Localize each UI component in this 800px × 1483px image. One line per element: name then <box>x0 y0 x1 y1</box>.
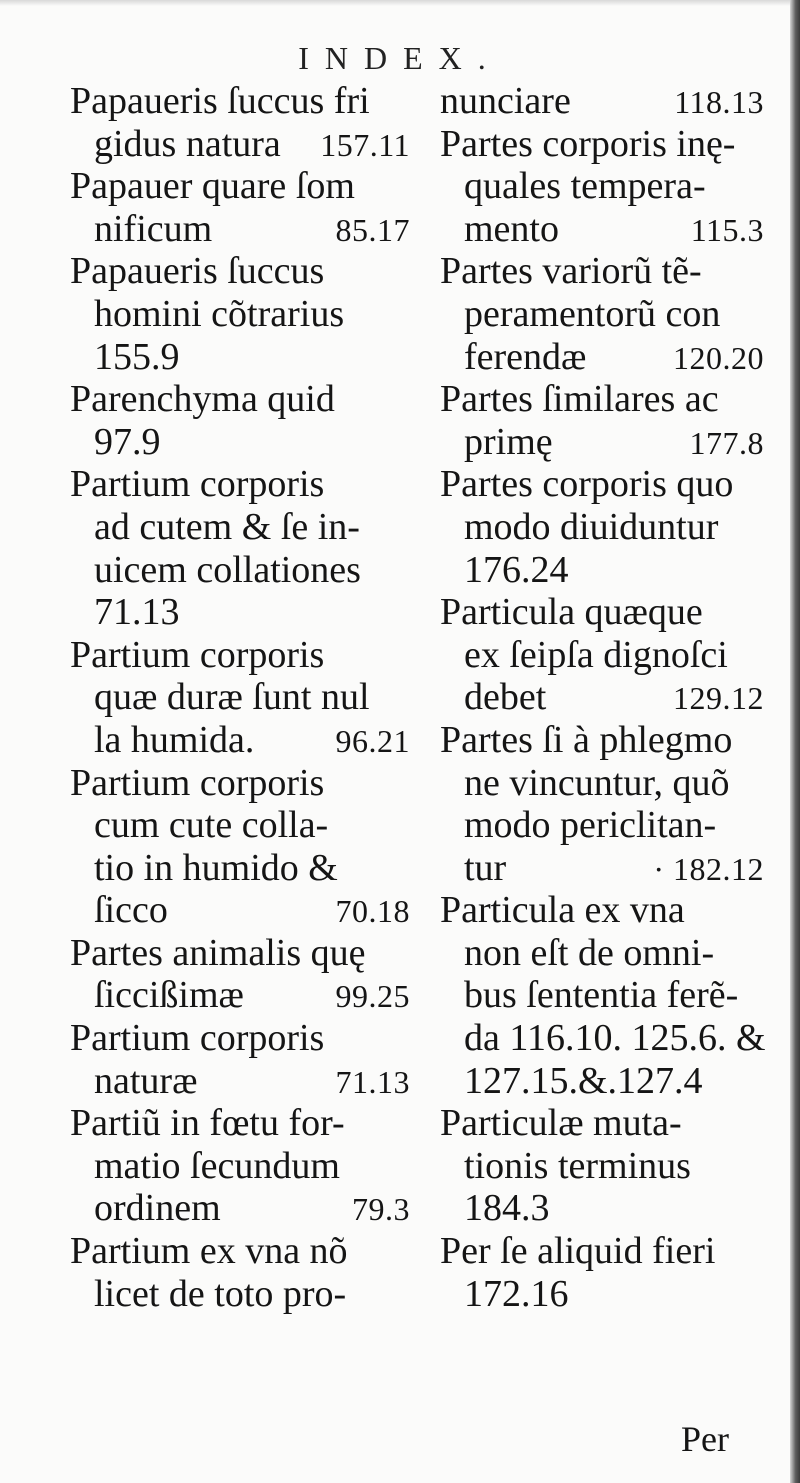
entry-line <box>70 250 410 293</box>
entry-line <box>70 549 410 592</box>
entry-text: modo periclitan- <box>464 804 717 847</box>
entry-line <box>70 208 410 251</box>
entry-text: Partium corporis <box>70 761 325 804</box>
index-entry <box>440 719 764 889</box>
entry-text: Parenchyma quid <box>70 378 335 421</box>
page-reference: 120.20 <box>673 339 764 376</box>
entry-line <box>440 80 764 123</box>
entry-line <box>70 847 410 890</box>
entry-line <box>70 1102 410 1145</box>
index-entry <box>440 250 764 378</box>
entry-text: non eſt de omni- <box>464 931 715 974</box>
index-entry <box>440 591 764 719</box>
entry-line <box>440 165 764 208</box>
entry-text: 127.15.&.127.4 <box>464 1059 703 1102</box>
entry-text: tur <box>464 846 507 889</box>
entry-line <box>440 250 764 293</box>
entry-line <box>70 804 410 847</box>
entry-line <box>70 932 410 975</box>
entry-text: nificum <box>94 207 213 250</box>
entry-line <box>70 463 410 506</box>
entry-line <box>70 80 410 123</box>
entry-text: gidus natura <box>94 122 281 165</box>
entry-line <box>440 549 764 592</box>
page-reference: · 182.12 <box>653 850 764 887</box>
entry-text: tionis terminus <box>464 1144 691 1187</box>
entry-line <box>70 293 410 336</box>
entry-text: Partes ſi à phlegmo <box>440 718 733 761</box>
entry-text: Partes variorũ tẽ- <box>440 250 702 293</box>
entry-text: ſiccißimæ <box>94 974 244 1017</box>
entry-text: ordinem <box>94 1187 221 1230</box>
entry-line <box>70 676 410 719</box>
entry-text: ad cutem & ſe in- <box>94 505 360 548</box>
index-entry <box>70 463 410 633</box>
entry-line <box>70 719 410 762</box>
index-entry <box>70 1102 410 1230</box>
index-entry <box>70 1017 410 1102</box>
entry-line <box>440 762 764 805</box>
entry-line <box>70 1273 410 1316</box>
entry-text: Papauer quare ſom <box>70 165 355 208</box>
entry-text: Partiũ in fœtu for- <box>70 1102 345 1145</box>
entry-text: cum cute colla- <box>94 804 329 847</box>
entry-line <box>440 378 764 421</box>
entry-text: ferendæ <box>464 335 587 378</box>
entry-line <box>440 634 764 677</box>
entry-line <box>440 804 764 847</box>
entry-text: ſicco <box>94 889 168 932</box>
entry-line <box>70 1230 410 1273</box>
entry-text: Particula ex vna <box>440 889 685 932</box>
entry-line <box>440 889 764 932</box>
entry-text: quales tempera- <box>464 165 706 208</box>
entry-text: Partes corporis quo <box>440 463 734 506</box>
entry-line <box>70 421 410 464</box>
entry-text: naturæ <box>94 1059 198 1102</box>
index-entry <box>70 250 410 378</box>
entry-text: Partes animalis quę <box>70 931 366 974</box>
entry-text: ne vincuntur, quõ <box>464 761 730 804</box>
entry-text: Partium corporis <box>70 1017 325 1060</box>
entry-text: 155.9 <box>94 335 180 378</box>
entry-line <box>70 889 410 932</box>
entry-text: mento <box>464 207 559 250</box>
index-entry <box>440 463 764 591</box>
page-reference: 99.25 <box>335 978 410 1015</box>
entry-line <box>70 762 410 805</box>
index-entry <box>70 762 410 932</box>
index-entry <box>440 378 764 463</box>
entry-text: licet de toto pro- <box>94 1272 347 1315</box>
entry-line <box>440 463 764 506</box>
entry-line <box>70 634 410 677</box>
entry-text: da 116.10. 125.6. & <box>464 1017 766 1060</box>
page-reference: 96.21 <box>335 722 410 759</box>
index-entry <box>70 932 410 1017</box>
entry-text: Papaueris ſuccus <box>70 250 325 293</box>
entry-line <box>440 421 764 464</box>
entry-text: bus ſententia ferẽ- <box>464 974 739 1017</box>
entry-text: la humida. <box>94 718 255 761</box>
entry-line <box>440 1102 764 1145</box>
entry-text: Particulæ muta- <box>440 1102 682 1145</box>
page-reference: 118.13 <box>674 84 764 120</box>
entry-text: peramentorũ con <box>464 292 721 335</box>
index-entry <box>70 1230 410 1315</box>
entry-text: ex ſeipſa dignoſci <box>464 633 728 676</box>
page-reference: 85.17 <box>335 211 410 248</box>
entry-line <box>440 123 764 166</box>
running-header: INDEX. <box>298 40 502 76</box>
page-reference: 115.3 <box>690 211 764 248</box>
entry-line <box>440 293 764 336</box>
entry-text: Particula quæque <box>440 591 703 634</box>
entry-line <box>440 506 764 549</box>
entry-text: Partium corporis <box>70 633 325 676</box>
index-entry <box>70 634 410 762</box>
entry-line <box>440 974 764 1017</box>
entry-text: debet <box>464 676 547 719</box>
entry-line <box>440 208 764 251</box>
index-entry <box>70 378 410 463</box>
entry-text: Per ſe aliquid fieri <box>440 1230 716 1273</box>
page-reference: 79.3 <box>352 1191 410 1228</box>
entry-line <box>70 336 410 379</box>
entry-text: uicem collationes <box>94 548 361 591</box>
entry-line <box>70 378 410 421</box>
entry-line <box>70 591 410 634</box>
entry-line <box>440 1273 764 1316</box>
entry-text: Partes corporis inę- <box>440 122 736 165</box>
entry-line <box>440 719 764 762</box>
entry-line <box>70 165 410 208</box>
catchword: Per <box>681 1419 729 1459</box>
page-top-shadow <box>0 0 800 6</box>
entry-line <box>440 1060 764 1103</box>
index-entry <box>440 80 764 123</box>
page-binding-edge <box>790 0 800 1483</box>
entry-text: 184.3 <box>464 1187 550 1230</box>
entry-text: matio ſecundum <box>94 1144 340 1187</box>
entry-text: 71.13 <box>94 591 180 634</box>
entry-line <box>70 974 410 1017</box>
entry-line <box>440 1230 764 1273</box>
entry-text: Partium corporis <box>70 463 325 506</box>
index-entry <box>440 889 764 1102</box>
entry-line <box>440 1017 764 1060</box>
entry-line <box>70 1145 410 1188</box>
index-entry <box>440 1230 764 1315</box>
entry-line <box>70 506 410 549</box>
entry-line <box>70 1187 410 1230</box>
page-reference: 157.11 <box>320 126 410 163</box>
entry-line <box>440 1145 764 1188</box>
entry-line <box>440 932 764 975</box>
entry-line <box>70 1060 410 1103</box>
entry-text: Partium ex vna nõ <box>70 1230 348 1273</box>
entry-text: primę <box>464 420 553 463</box>
entry-text: Papaueris ſuccus fri <box>70 80 370 122</box>
index-entry <box>70 165 410 250</box>
page-reference: 70.18 <box>335 893 410 930</box>
entry-line <box>70 1017 410 1060</box>
entry-text: 176.24 <box>464 548 569 591</box>
entry-line <box>440 676 764 719</box>
page-reference: 71.13 <box>335 1063 410 1100</box>
index-column-left <box>70 80 410 1315</box>
entry-text: modo diuiduntur <box>464 505 719 548</box>
entry-line <box>70 123 410 166</box>
entry-text: 97.9 <box>94 420 161 463</box>
entry-text: nunciare <box>440 80 571 122</box>
index-entry <box>70 80 410 165</box>
entry-line <box>440 591 764 634</box>
index-entry <box>440 123 764 251</box>
entry-text: quæ duræ ſunt nul <box>94 676 370 719</box>
entry-text: 172.16 <box>464 1272 569 1315</box>
entry-text: Partes ſimilares ac <box>440 378 719 421</box>
page-reference: 129.12 <box>673 680 764 717</box>
page-reference: 177.8 <box>689 424 764 461</box>
entry-text: homini cõtrarius <box>94 292 345 335</box>
entry-line <box>440 847 764 890</box>
index-entry <box>440 1102 764 1230</box>
entry-line <box>440 336 764 379</box>
entry-line <box>440 1187 764 1230</box>
entry-text: tio in humido & <box>94 846 338 889</box>
index-column-right <box>440 80 764 1315</box>
